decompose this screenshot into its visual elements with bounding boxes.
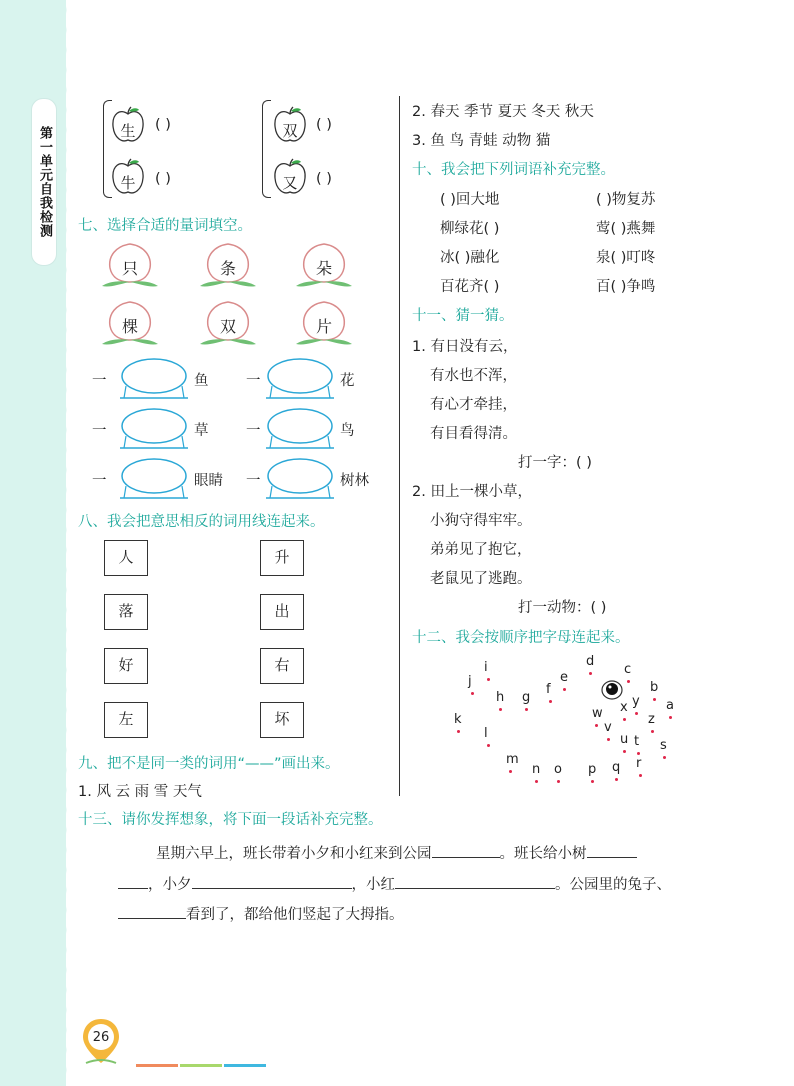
word-box[interactable]: 右	[260, 648, 304, 684]
page-number: 26	[92, 1030, 110, 1045]
letter-b: b	[650, 680, 659, 695]
story-text: 。班长给小树	[499, 846, 587, 862]
sidebar-scalloped-edge	[58, 0, 74, 1086]
dot-s[interactable]	[663, 756, 666, 759]
dot-g[interactable]	[525, 708, 528, 711]
riddle-line: 2. 田上一棵小草，	[412, 484, 532, 500]
letter-v: v	[604, 720, 612, 735]
idiom-blank: 百花齐( )	[440, 279, 500, 295]
section-title-13: 十三、请你发挥想象，将下面一段话补充完整。	[78, 812, 383, 828]
story-blank[interactable]	[395, 874, 555, 889]
peach-char: 条	[219, 259, 236, 278]
story-text: ，小夕	[148, 877, 192, 893]
idiom-blank: 泉( )叮咚	[596, 250, 656, 266]
peach-char: 只	[121, 259, 138, 278]
noun-label: 鱼	[194, 373, 209, 389]
noun-label: 眼睛	[194, 473, 223, 489]
story-blank[interactable]	[432, 843, 500, 858]
riddle-answer: 打一字：( )	[518, 455, 592, 471]
dash-one: 一	[92, 423, 107, 439]
dash-one: 一	[92, 473, 107, 489]
story-blank[interactable]	[118, 904, 186, 919]
story-blank[interactable]	[192, 874, 352, 889]
blank-oval[interactable]	[118, 456, 190, 502]
letter-j: j	[468, 674, 472, 689]
dash-one: 一	[246, 423, 261, 439]
word-box[interactable]: 人	[104, 540, 148, 576]
letter-h: h	[496, 690, 505, 705]
story-text: ，小红	[351, 877, 395, 893]
story-blank[interactable]	[118, 874, 148, 889]
noun-label: 花	[340, 373, 355, 389]
dash-one: 一	[92, 373, 107, 389]
letter-a: a	[666, 698, 674, 713]
eye-icon	[601, 680, 623, 700]
letter-i: i	[484, 660, 488, 675]
blank-oval[interactable]	[264, 356, 336, 402]
idiom-blank: 百( )争鸣	[596, 279, 656, 295]
blank-oval[interactable]	[118, 356, 190, 402]
letter-q: q	[612, 760, 621, 775]
letter-o: o	[554, 762, 562, 777]
riddle-line: 1. 有日没有云，	[412, 339, 518, 355]
peach-char: 片	[315, 317, 332, 336]
idiom-blank: 柳绿花( )	[440, 221, 500, 237]
answer-paren: ( )	[155, 117, 171, 133]
letter-p: p	[588, 762, 597, 777]
dot-x[interactable]	[623, 718, 626, 721]
letter-s: s	[660, 738, 667, 753]
dot-v[interactable]	[607, 738, 610, 741]
riddle-line: 有水也不浑，	[430, 368, 517, 384]
dot-l[interactable]	[487, 744, 490, 747]
section-title-9: 九、把不是同一类的词用“——”画出来。	[78, 756, 340, 772]
riddle-line: 弟弟见了抱它，	[430, 542, 532, 558]
riddle-line: 小狗守得牢牢。	[430, 513, 532, 529]
apple-char: 牛	[120, 174, 136, 192]
brace	[262, 100, 271, 198]
idiom-blank: ( )物复苏	[596, 192, 656, 208]
riddle-line: 有心才牵挂，	[430, 397, 517, 413]
dot-n[interactable]	[535, 780, 538, 783]
letter-y: y	[632, 694, 640, 709]
dot-u[interactable]	[623, 750, 626, 753]
dot-b[interactable]	[653, 698, 656, 701]
riddle-answer: 打一动物：( )	[518, 600, 607, 616]
dot-f[interactable]	[549, 700, 552, 703]
letter-dot-puzzle[interactable]	[440, 650, 700, 780]
idiom-blank: 莺( )燕舞	[596, 221, 656, 237]
dot-e[interactable]	[563, 688, 566, 691]
peach-char: 双	[219, 317, 236, 336]
dot-m[interactable]	[509, 770, 512, 773]
story-text: 看到了，都给他们竖起了大拇指。	[186, 907, 404, 923]
noun-label: 鸟	[340, 423, 355, 439]
answer-paren: ( )	[316, 117, 332, 133]
riddle-line: 老鼠见了逃跑。	[430, 571, 532, 587]
section-title-11: 十一、猜一猜。	[412, 308, 514, 324]
peach-char: 棵	[121, 317, 138, 336]
apple-char: 生	[120, 122, 136, 140]
letter-u: u	[620, 732, 629, 747]
section-title-8: 八、我会把意思相反的词用线连起来。	[78, 514, 325, 530]
column-divider	[399, 96, 400, 796]
dot-j[interactable]	[471, 692, 474, 695]
dash-one: 一	[246, 373, 261, 389]
dot-z[interactable]	[651, 730, 654, 733]
letter-d: d	[586, 654, 595, 669]
noun-label: 草	[194, 423, 209, 439]
letter-l: l	[484, 726, 488, 741]
dot-w[interactable]	[595, 724, 598, 727]
story-line-1	[156, 842, 637, 863]
word-box[interactable]: 升	[260, 540, 304, 576]
q9-line-2: 2. 春天 季节 夏天 冬天 秋天	[412, 104, 594, 120]
letter-w: w	[592, 706, 603, 721]
letter-k: k	[454, 712, 462, 727]
dash-one: 一	[246, 473, 261, 489]
dot-k[interactable]	[457, 730, 460, 733]
dot-c[interactable]	[627, 680, 630, 683]
story-line-2	[118, 873, 671, 894]
dot-o[interactable]	[557, 780, 560, 783]
apple-char: 又	[282, 174, 298, 192]
letter-f: f	[546, 682, 551, 697]
letter-e: e	[560, 670, 568, 685]
letter-g: g	[522, 690, 531, 705]
dot-p[interactable]	[591, 780, 594, 783]
letter-t: t	[634, 734, 640, 749]
story-blank[interactable]	[587, 843, 637, 858]
letter-n: n	[532, 762, 541, 777]
q9-line-3: 3. 鱼 鸟 青蛙 动物 猫	[412, 133, 551, 149]
answer-paren: ( )	[316, 171, 332, 187]
blank-oval[interactable]	[264, 406, 336, 452]
blank-oval[interactable]	[118, 406, 190, 452]
story-line-3	[118, 903, 404, 924]
dot-d[interactable]	[589, 672, 592, 675]
dot-t[interactable]	[637, 752, 640, 755]
word-box[interactable]: 落	[104, 594, 148, 630]
apple-char: 双	[282, 122, 298, 140]
idiom-blank: 冰( )融化	[440, 250, 500, 266]
idiom-blank: ( )回大地	[440, 192, 500, 208]
dot-h[interactable]	[499, 708, 502, 711]
unit-label: 第一单元自我检测	[31, 98, 57, 266]
dot-r[interactable]	[639, 774, 642, 777]
dot-i[interactable]	[487, 678, 490, 681]
letter-m: m	[506, 752, 519, 767]
word-box[interactable]: 坏	[260, 702, 304, 738]
section-title-10: 十、我会把下列词语补充完整。	[412, 162, 615, 178]
noun-label: 树林	[340, 473, 369, 489]
letter-z: z	[648, 712, 655, 727]
dot-a[interactable]	[669, 716, 672, 719]
letter-r: r	[636, 756, 642, 771]
peach-char: 朵	[315, 259, 332, 278]
word-box[interactable]: 好	[104, 648, 148, 684]
story-text: 。公园里的兔子、	[555, 877, 671, 893]
q9-line-1: 1. 风 云 雨 雪 天气	[78, 784, 202, 800]
dot-y[interactable]	[635, 712, 638, 715]
letter-x: x	[620, 700, 628, 715]
section-title-12: 十二、我会按顺序把字母连起来。	[412, 630, 630, 646]
answer-paren: ( )	[155, 171, 171, 187]
story-text: 星期六早上，班长带着小夕和小红来到公园	[156, 846, 432, 862]
dot-q[interactable]	[615, 778, 618, 781]
footer-color-bars	[136, 1052, 268, 1055]
riddle-line: 有目看得清。	[430, 426, 517, 442]
letter-c: c	[624, 662, 632, 677]
word-box[interactable]: 左	[104, 702, 148, 738]
section-title-7: 七、选择合适的量词填空。	[78, 218, 252, 234]
word-box[interactable]: 出	[260, 594, 304, 630]
blank-oval[interactable]	[264, 456, 336, 502]
